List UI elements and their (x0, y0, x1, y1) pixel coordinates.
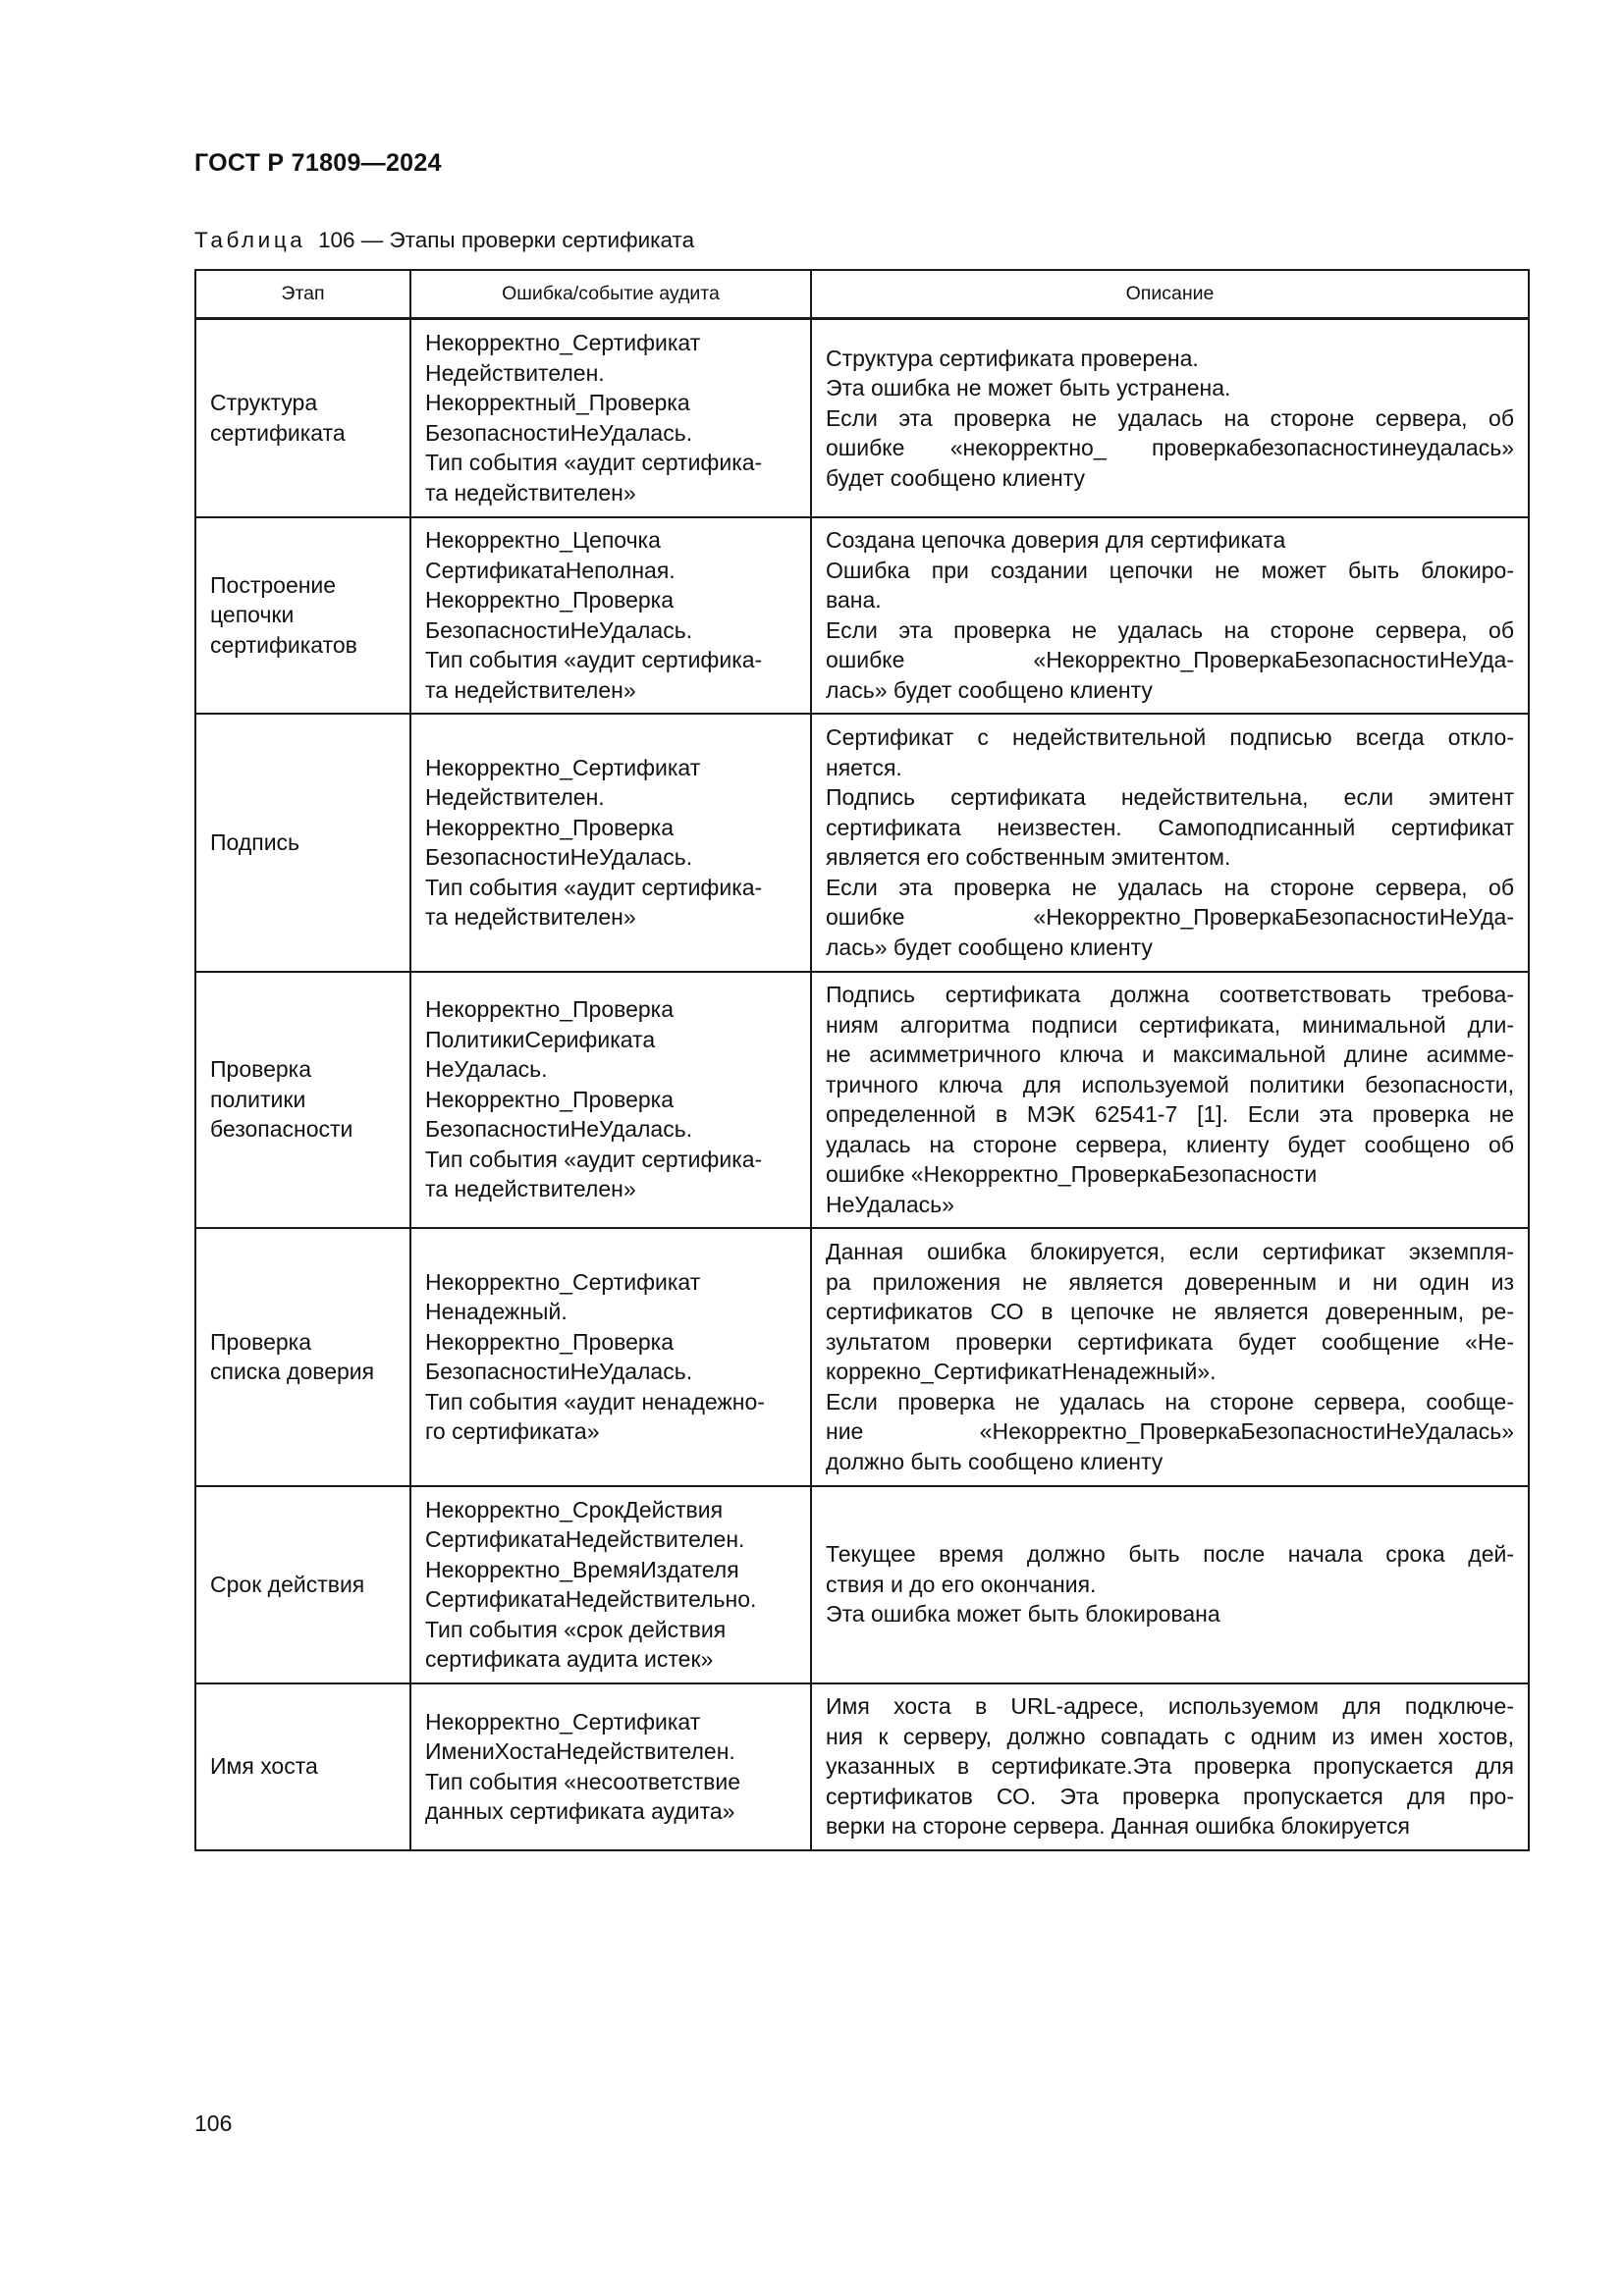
description-cell-line: Структура сертификата проверена. (826, 345, 1199, 371)
event-cell-line: БезопасностиНеУдалась. (425, 1359, 693, 1384)
description-cell (811, 1683, 1529, 1850)
stage-cell-line: Подпись (210, 828, 300, 855)
table-caption-text: 106 — Этапы проверки сертификата (317, 228, 695, 252)
description-cell-line: Текущее время должно быть после начала срока дей- (826, 1541, 1514, 1568)
description-cell (811, 517, 1529, 714)
column-header-event: Ошибка/событие аудита (410, 270, 811, 319)
description-cell-line: определенной в МЭК 62541-7 [1]. Если эта проверка не (826, 1101, 1514, 1127)
table-row (195, 1228, 1529, 1486)
certificate-check-table (194, 269, 1530, 1851)
description-cell-line: зультатом проверки сертификата будет сообщение «Не- (826, 1328, 1514, 1355)
table-body (195, 319, 1529, 1850)
stage-cell (195, 517, 410, 714)
stage-cell-line: Структура (210, 390, 318, 416)
event-cell-line: та недействителен» (425, 479, 636, 506)
event-cell-line: Некорректно_СрокДействия (425, 1496, 724, 1522)
description-cell-line: будет сообщено клиенту (826, 464, 1086, 491)
stage-cell-line: Построение (210, 571, 337, 598)
event-cell-line: го сертификата» (425, 1418, 600, 1444)
event-cell-line: НеУдалась. (425, 1056, 548, 1083)
event-cell-line: Некорректно_Цепочка (425, 527, 661, 553)
description-cell-line: Создана цепочка доверия для сертификата (826, 527, 1286, 553)
column-header-stage: Этап (195, 270, 410, 319)
event-cell-line: та недействителен» (425, 1176, 636, 1202)
event-cell-line: ПолитикиСерификата (425, 1026, 656, 1052)
stage-cell (195, 319, 410, 517)
description-cell (811, 1228, 1529, 1486)
description-cell-line: Если проверка не удалась на стороне сервера, сообще- (826, 1388, 1514, 1415)
description-cell-line: няется. (826, 754, 902, 780)
description-cell-line: указанных в сертификате.Эта проверка пропускается для (826, 1753, 1514, 1780)
event-cell-line: Недействителен. (425, 784, 605, 810)
description-cell-line: Данная ошибка блокируется, если сертификат экземпля- (826, 1239, 1514, 1264)
event-cell-line: БезопасностиНеУдалась. (425, 616, 693, 643)
event-cell-line: Некорректно_Сертификат (425, 754, 701, 780)
description-cell (811, 1486, 1529, 1683)
description-cell-line: НеУдалась» (826, 1191, 954, 1217)
description-cell-line: должно быть сообщено клиенту (826, 1448, 1164, 1474)
stage-cell-line: списка доверия (210, 1359, 375, 1384)
event-cell-line: Некорректно_Сертификат (425, 330, 701, 356)
table-row (195, 517, 1529, 714)
event-cell-line: Некорректно_Проверка (425, 814, 675, 840)
stage-cell-line: Проверка (210, 1328, 312, 1355)
event-cell-line: Недействителен. (425, 359, 605, 386)
event-cell-line: Некорректно_Проверка (425, 996, 675, 1023)
description-cell-line: не асимметричного ключа и максимальной длине асимме- (826, 1041, 1514, 1067)
event-cell-line: БезопасностиНеУдалась. (425, 844, 693, 870)
table-header-row (195, 270, 1529, 319)
description-cell-line: коррекно_СертификатНенадежный». (826, 1359, 1217, 1384)
event-cell (410, 714, 811, 972)
description-cell-line: ра приложения не является доверенным и ни один из (826, 1268, 1514, 1295)
description-cell-line: Если эта проверка не удалась на стороне сервера, об (826, 874, 1514, 900)
description-cell-line: Если эта проверка не удалась на стороне сервера, об (826, 404, 1514, 431)
stage-cell-line: Имя хоста (210, 1753, 318, 1780)
event-cell-line: Некорректно_Проверка (425, 1328, 675, 1355)
stage-cell (195, 1228, 410, 1486)
event-cell-line: БезопасностиНеУдалась. (425, 419, 693, 446)
event-cell-line: Тип события «аудит сертифика- (425, 647, 763, 672)
description-cell-line: сертификатов СО в цепочке не является доверенным, ре- (826, 1299, 1514, 1324)
stage-cell-line: Срок действия (210, 1571, 365, 1597)
table-row (195, 714, 1529, 972)
event-cell-line: ИмениХостаНедействителен. (425, 1738, 735, 1764)
description-cell-line: Подпись сертификата недействительна, если эмитент (826, 784, 1514, 810)
description-cell-line: Эта ошибка не может быть устранена. (826, 375, 1231, 400)
event-cell (410, 1486, 811, 1683)
event-cell (410, 1228, 811, 1486)
event-cell-line: Тип события «аудит ненадежно- (425, 1388, 765, 1415)
description-cell-line: ошибке «Некорректно_ПроверкаБезопасностиНеУда- (826, 647, 1514, 672)
event-cell (410, 319, 811, 517)
event-cell-line: та недействителен» (425, 904, 636, 930)
event-cell (410, 517, 811, 714)
table-row (195, 972, 1529, 1228)
table-caption (194, 228, 694, 253)
event-cell-line: Некорректно_Сертификат (425, 1268, 701, 1295)
event-cell-line: Тип события «несоответствие (425, 1768, 741, 1794)
event-cell-line: СертификатаНедействителен. (425, 1526, 745, 1552)
event-cell-line: БезопасностиНеУдалась. (425, 1116, 693, 1143)
event-cell-line: Ненадежный. (425, 1299, 568, 1324)
stage-cell-line: безопасности (210, 1116, 353, 1143)
stage-cell (195, 1486, 410, 1683)
table-row (195, 1683, 1529, 1850)
description-cell-line: ошибке «Некорректно_ПроверкаБезопасности (826, 1161, 1318, 1187)
stage-cell-line: политики (210, 1086, 306, 1112)
description-cell-line: Эта ошибка может быть блокирована (826, 1601, 1220, 1628)
description-cell-line: удалась на стороне сервера, клиенту будет сообщено об (826, 1131, 1514, 1157)
event-cell-line: данных сертификата аудита» (425, 1798, 735, 1824)
table-caption-word: Таблица (194, 228, 306, 252)
table-row (195, 319, 1529, 517)
stage-cell (195, 1683, 410, 1850)
description-cell-line: Ошибка при создании цепочки не может быть блокиро- (826, 557, 1514, 583)
stage-cell (195, 714, 410, 972)
event-cell-line: та недействителен» (425, 676, 636, 703)
description-cell-line: сертификатов СО. Эта проверка пропускается для про- (826, 1783, 1514, 1809)
table-row (195, 1486, 1529, 1683)
event-cell-line: Некорректно_Проверка (425, 1086, 675, 1112)
stage-cell-line: цепочки (210, 602, 295, 628)
description-cell (811, 319, 1529, 517)
stage-cell-line: Проверка (210, 1056, 312, 1083)
description-cell-line: лась» будет сообщено клиенту (826, 934, 1153, 960)
event-cell-line: сертификата аудита истек» (425, 1646, 714, 1672)
stage-cell-line: сертификата (210, 419, 346, 446)
description-cell-line: ошибке «Некорректно_ПроверкаБезопасностиНеУда- (826, 904, 1514, 930)
stage-cell (195, 972, 410, 1228)
description-cell-line: Подпись сертификата должна соответствовать требова- (826, 982, 1514, 1007)
description-cell-line: ния к серверу, должно совпадать с одним из имен хостов, (826, 1723, 1514, 1749)
event-cell-line: Некорректно_Сертификат (425, 1708, 701, 1735)
description-cell-line: Если эта проверка не удалась на стороне сервера, об (826, 616, 1514, 643)
description-cell-line: ствия и до его окончания. (826, 1571, 1097, 1597)
event-cell-line: Некорректно_Проверка (425, 587, 675, 613)
description-cell (811, 972, 1529, 1228)
event-cell-line: СертификатаНедействительно. (425, 1586, 757, 1612)
event-cell-line: СертификатаНеполная. (425, 557, 676, 583)
document-header: ГОСТ Р 71809—2024 (194, 149, 442, 177)
page-number: 106 (194, 2110, 233, 2136)
description-cell-line: Имя хоста в URL-адресе, используемом для подключе- (826, 1693, 1514, 1720)
event-cell-line: Тип события «аудит сертифика- (425, 874, 763, 900)
description-cell-line: вана. (826, 587, 882, 613)
description-cell-line: Сертификат с недействительной подписью всегда откло- (826, 724, 1514, 750)
event-cell-line: Тип события «аудит сертифика- (425, 1146, 763, 1172)
description-cell-line: лась» будет сообщено клиенту (826, 676, 1153, 703)
description-cell-line: сертификата неизвестен. Самоподписанный сертификат (826, 814, 1514, 840)
description-cell (811, 714, 1529, 972)
event-cell (410, 1683, 811, 1850)
description-cell-line: верки на стороне сервера. Данная ошибка блокируется (826, 1813, 1410, 1840)
event-cell (410, 972, 811, 1228)
description-cell-line: ние «Некорректно_ПроверкаБезопасностиНеУдалась» (826, 1418, 1514, 1444)
event-cell-line: Тип события «аудит сертифика- (425, 450, 763, 476)
column-header-description: Описание (811, 270, 1529, 319)
event-cell-line: Некорректный_Проверка (425, 390, 690, 416)
stage-cell-line: сертификатов (210, 631, 357, 658)
event-cell-line: Тип события «срок действия (425, 1616, 727, 1642)
description-cell-line: является его собственным эмитентом. (826, 844, 1231, 870)
event-cell-line: Некорректно_ВремяИздателя (425, 1556, 739, 1582)
description-cell-line: ниям алгоритма подписи сертификата, минимальной дли- (826, 1011, 1514, 1038)
description-cell-line: ошибке «некорректно_ проверкабезопасностинеудалась» (826, 435, 1514, 460)
description-cell-line: тричного ключа для используемой политики безопасности, (826, 1071, 1514, 1097)
